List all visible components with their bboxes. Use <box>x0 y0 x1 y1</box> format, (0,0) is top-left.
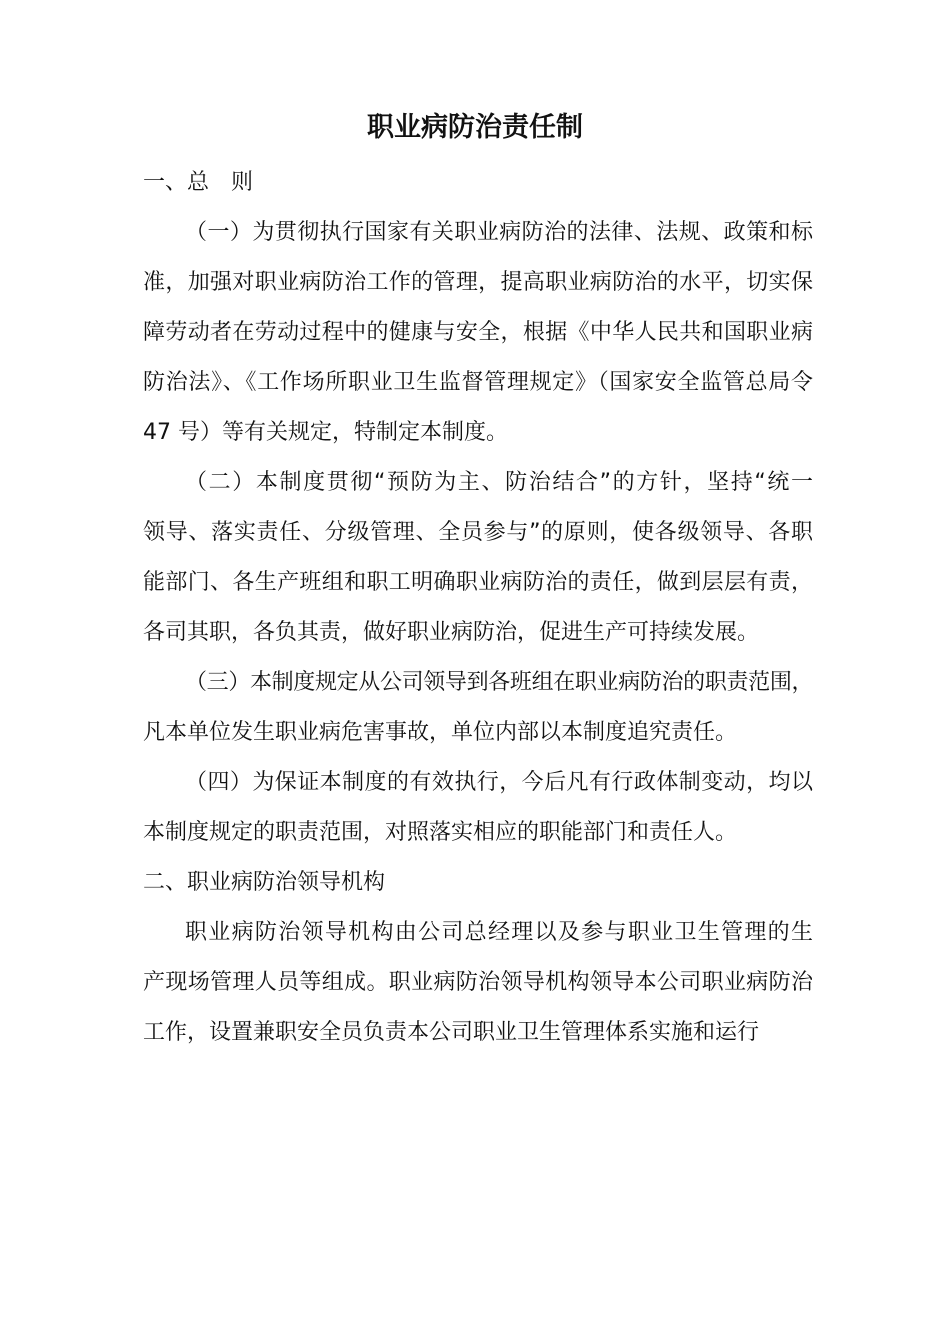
paragraph-line: （四）为保证本制度的有效执行，今后凡有行政体制变动，均以 <box>185 770 813 795</box>
paragraph-3 <box>143 658 813 758</box>
paragraph-line: 工作，设置兼职安全员负责本公司职业卫生管理体系实施和运行 <box>143 1020 760 1045</box>
document-body <box>143 158 813 1058</box>
paragraph-2 <box>143 458 813 658</box>
document-title: 职业病防治责任制 <box>367 112 583 143</box>
paragraph-line: （一）为贯彻执行国家有关职业病防治的法律、法规、政策和标 <box>185 220 813 245</box>
section-heading-leadership: 二、职业病防治领导机构 <box>143 870 386 895</box>
paragraph-line: （三）本制度规定从公司领导到各班组在职业病防治的职责范围， <box>185 670 813 695</box>
paragraph-line: 领导、落实责任、分级管理、全员参与”的原则，使各级领导、各职 <box>143 520 813 545</box>
paragraph-line: 防治法》、《工作场所职业卫生监督管理规定》（国家安全监管总局令 <box>143 370 813 395</box>
paragraph-line: 凡本单位发生职业病危害事故，单位内部以本制度追究责任。 <box>143 720 738 745</box>
paragraph-line: 准，加强对职业病防治工作的管理，提高职业病防治的水平，切实保 <box>143 270 813 295</box>
paragraph-line: （二）本制度贯彻“预防为主、防治结合”的方针，坚持“统一 <box>185 470 813 495</box>
paragraph-5 <box>143 908 813 1058</box>
paragraph-line: 能部门、各生产班组和职工明确职业病防治的责任，做到层层有责， <box>143 570 813 595</box>
paragraph-line: 障劳动者在劳动过程中的健康与安全，根据《中华人民共和国职业病 <box>143 320 813 345</box>
paragraph-line: 产现场管理人员等组成。职业病防治领导机构领导本公司职业病防治 <box>143 970 813 995</box>
paragraph-4 <box>143 758 813 858</box>
paragraph-line: 各司其职，各负其责，做好职业病防治，促进生产可持续发展。 <box>143 620 760 645</box>
paragraph-line: 职业病防治领导机构由公司总经理以及参与职业卫生管理的生 <box>185 920 813 945</box>
paragraph-line: 47 号）等有关规定，特制定本制度。 <box>143 420 508 445</box>
paragraph-line: 本制度规定的职责范围，对照落实相应的职能部门和责任人。 <box>143 820 738 845</box>
paragraph-1 <box>143 208 813 458</box>
section-heading-general: 一、总 则 <box>143 170 254 195</box>
